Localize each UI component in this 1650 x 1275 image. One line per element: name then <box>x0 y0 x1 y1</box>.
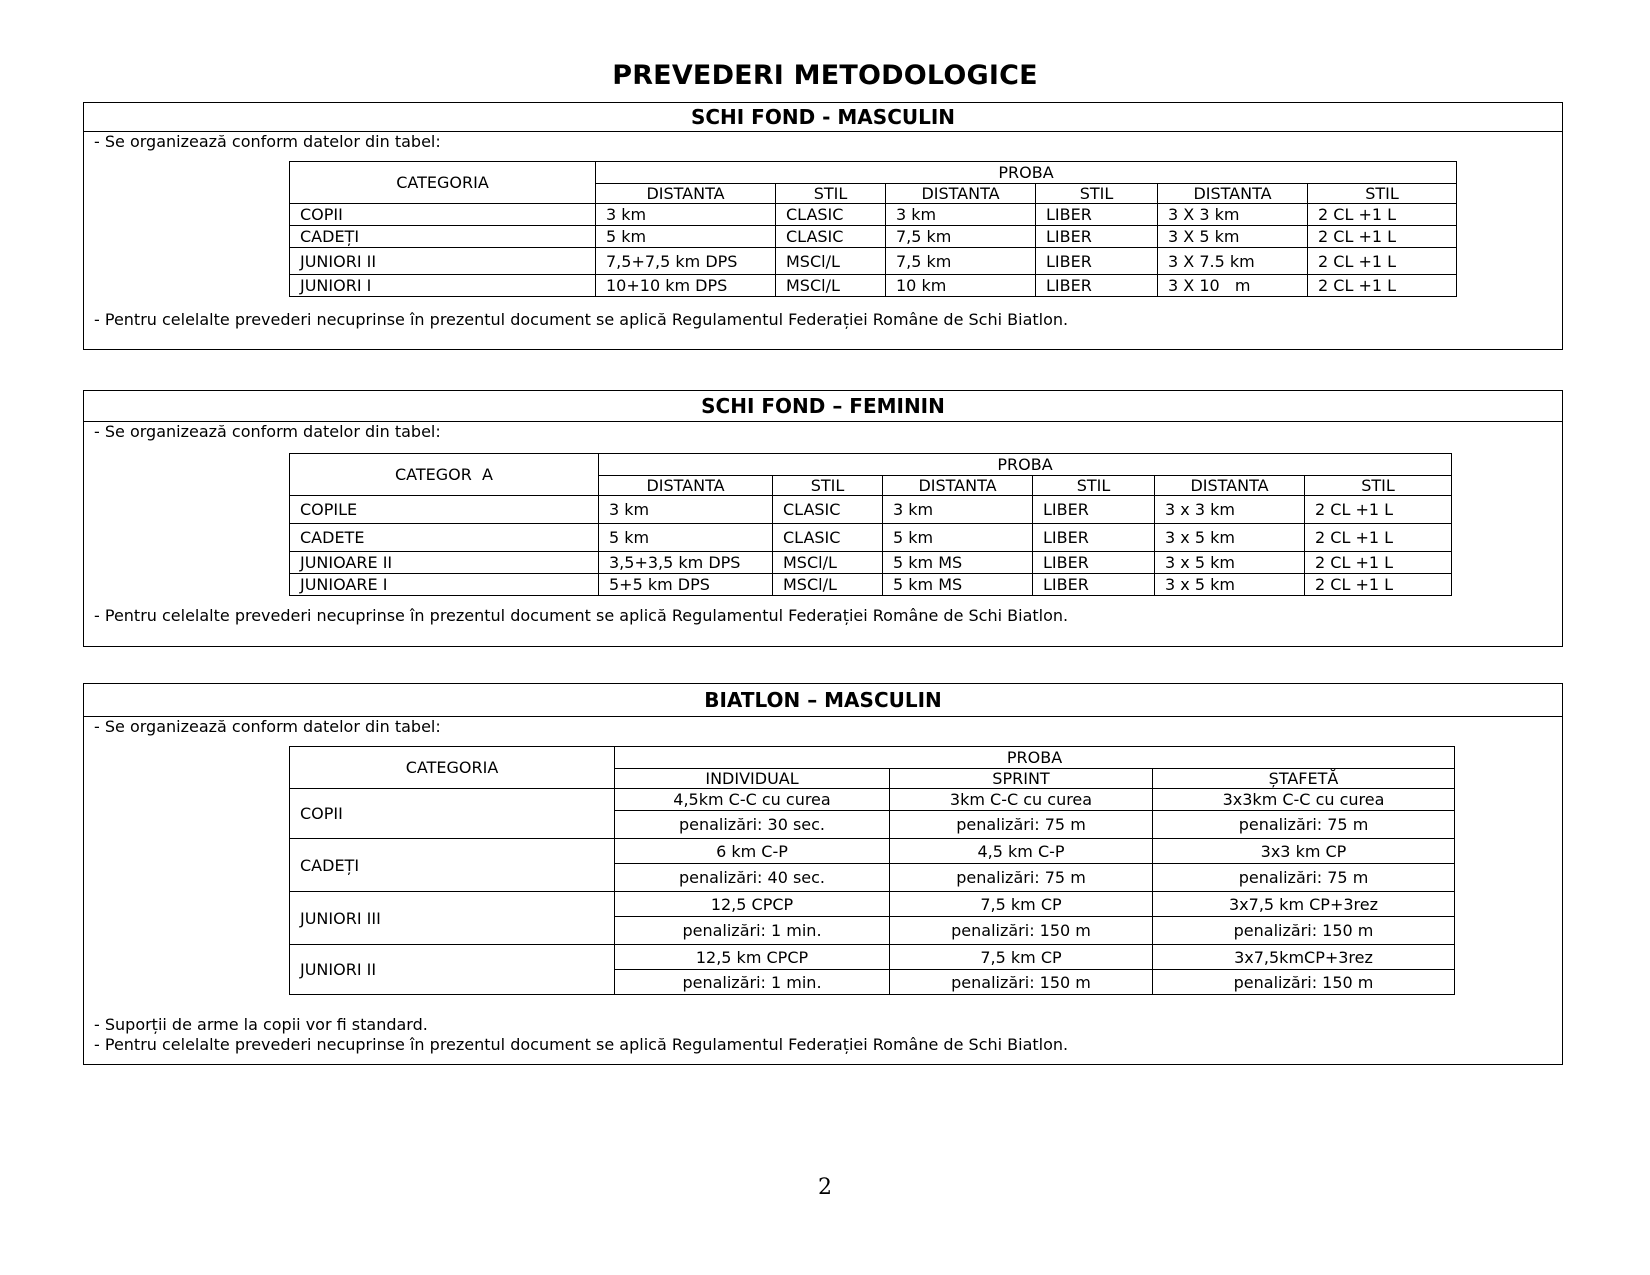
category-cell: COPII <box>290 204 596 226</box>
header-col: DISTANTA <box>1158 184 1308 204</box>
header-col-stafeta: ȘTAFETĂ <box>1153 769 1455 789</box>
table-cell: 10 km <box>886 275 1036 297</box>
header-col: STIL <box>1305 476 1452 496</box>
header-col: DISTANTA <box>886 184 1036 204</box>
table-cell: 3 km <box>886 204 1036 226</box>
table-cell: 7,5+7,5 km DPS <box>596 248 776 275</box>
table-cell: 3 km <box>599 496 773 524</box>
table-row <box>290 226 1457 248</box>
table-cell: 5 km MS <box>883 574 1033 596</box>
table-row <box>290 892 1455 917</box>
page-number: 2 <box>818 1175 832 1200</box>
header-col: STIL <box>1036 184 1158 204</box>
table-cell: MSCl/L <box>773 574 883 596</box>
table-cell: 2 CL +1 L <box>1305 574 1452 596</box>
section-intro: - Se organizează conform datelor din tabel: <box>94 422 441 441</box>
category-cell: JUNIORI III <box>290 892 615 945</box>
table-row <box>290 789 1455 811</box>
table-cell: 7,5 km <box>886 226 1036 248</box>
header-proba: PROBA <box>596 162 1457 184</box>
category-cell: CADEȚI <box>290 839 615 892</box>
table-cell: 5 km <box>596 226 776 248</box>
table-cell: 3x7,5 km CP+3rez <box>1153 892 1455 917</box>
table-cell: 2 CL +1 L <box>1308 248 1457 275</box>
section-title: SCHI FOND – FEMININ <box>84 391 1562 422</box>
category-cell: COPILE <box>290 496 599 524</box>
table-cell: 2 CL +1 L <box>1308 275 1457 297</box>
section-intro: - Se organizează conform datelor din tabel: <box>94 132 441 151</box>
header-col: STIL <box>776 184 886 204</box>
header-col: STIL <box>1308 184 1457 204</box>
section-schi-fond-masculin <box>83 102 1563 350</box>
header-category: CATEGORIA <box>290 747 615 789</box>
table-row <box>290 945 1455 970</box>
header-col: DISTANTA <box>599 476 773 496</box>
section-schi-fond-feminin <box>83 390 1563 647</box>
table-cell: penalizări: 75 m <box>890 811 1153 839</box>
schi-masculin-table <box>289 161 1457 297</box>
table-row <box>290 496 1452 524</box>
table-cell: penalizări: 1 min. <box>615 917 890 945</box>
section-title: BIATLON – MASCULIN <box>84 684 1562 717</box>
header-col: DISTANTA <box>1155 476 1305 496</box>
biatlon-masculin-table <box>289 746 1455 995</box>
table-cell: CLASIC <box>776 204 886 226</box>
section-footer-line: - Pentru celelalte prevederi necuprinse în prezentul document se aplică Regulamentul Federației Române de Schi Biatlon. <box>94 1035 1069 1054</box>
table-cell: CLASIC <box>776 226 886 248</box>
table-cell: LIBER <box>1036 204 1158 226</box>
header-col: DISTANTA <box>883 476 1033 496</box>
header-category: CATEGOR A <box>290 454 599 496</box>
table-row <box>290 552 1452 574</box>
table-cell: penalizări: 75 m <box>1153 811 1455 839</box>
table-cell: 2 CL +1 L <box>1308 226 1457 248</box>
category-cell: JUNIORI II <box>290 945 615 995</box>
header-col: DISTANTA <box>596 184 776 204</box>
table-cell: 2 CL +1 L <box>1305 496 1452 524</box>
table-cell: MSCl/L <box>776 275 886 297</box>
table-cell: penalizări: 150 m <box>1153 917 1455 945</box>
header-proba: PROBA <box>599 454 1452 476</box>
table-cell: CLASIC <box>773 524 883 552</box>
table-cell: 3 km <box>596 204 776 226</box>
table-cell: penalizări: 75 m <box>1153 864 1455 892</box>
section-footer: - Pentru celelalte prevederi necuprinse în prezentul document se aplică Regulamentul Federației Române de Schi Biatlon. <box>94 310 1069 329</box>
section-biatlon-masculin <box>83 683 1563 1065</box>
table-cell: 3 x 3 km <box>1155 496 1305 524</box>
table-cell: 3 x 5 km <box>1155 552 1305 574</box>
table-cell: 3x7,5kmCP+3rez <box>1153 945 1455 970</box>
table-cell: 3x3 km CP <box>1153 839 1455 864</box>
header-proba: PROBA <box>615 747 1455 769</box>
table-cell: LIBER <box>1036 226 1158 248</box>
table-cell: 7,5 km <box>886 248 1036 275</box>
category-cell: JUNIORI II <box>290 248 596 275</box>
table-cell: 3 x 5 km <box>1155 574 1305 596</box>
table-cell: 5 km MS <box>883 552 1033 574</box>
table-cell: 7,5 km CP <box>890 892 1153 917</box>
table-cell: 2 CL +1 L <box>1305 552 1452 574</box>
table-cell: 3,5+3,5 km DPS <box>599 552 773 574</box>
category-cell: JUNIOARE I <box>290 574 599 596</box>
table-cell: LIBER <box>1036 275 1158 297</box>
table-cell: LIBER <box>1033 496 1155 524</box>
table-row <box>290 248 1457 275</box>
header-col: STIL <box>773 476 883 496</box>
table-cell: MSCl/L <box>773 552 883 574</box>
table-cell: 4,5km C-C cu curea <box>615 789 890 811</box>
table-row <box>290 839 1455 864</box>
category-cell: JUNIORI I <box>290 275 596 297</box>
table-cell: 3 X 5 km <box>1158 226 1308 248</box>
header-category: CATEGORIA <box>290 162 596 204</box>
table-cell: 10+10 km DPS <box>596 275 776 297</box>
table-cell: MSCl/L <box>776 248 886 275</box>
table-cell: 3 x 5 km <box>1155 524 1305 552</box>
table-cell: penalizări: 150 m <box>890 917 1153 945</box>
table-cell: 3 X 3 km <box>1158 204 1308 226</box>
table-cell: 3 X 10 m <box>1158 275 1308 297</box>
category-cell: CADEȚI <box>290 226 596 248</box>
table-row <box>290 275 1457 297</box>
section-intro: - Se organizează conform datelor din tabel: <box>94 717 441 736</box>
table-cell: 2 CL +1 L <box>1305 524 1452 552</box>
table-cell: penalizări: 40 sec. <box>615 864 890 892</box>
table-cell: penalizări: 75 m <box>890 864 1153 892</box>
category-cell: CADETE <box>290 524 599 552</box>
table-cell: 6 km C-P <box>615 839 890 864</box>
table-cell: 3 X 7.5 km <box>1158 248 1308 275</box>
schi-feminin-table <box>289 453 1452 596</box>
header-col-sprint: SPRINT <box>890 769 1153 789</box>
table-cell: 5 km <box>883 524 1033 552</box>
table-cell: penalizări: 1 min. <box>615 970 890 995</box>
table-cell: LIBER <box>1036 248 1158 275</box>
table-cell: penalizări: 30 sec. <box>615 811 890 839</box>
table-cell: 4,5 km C-P <box>890 839 1153 864</box>
page-title: PREVEDERI METODOLOGICE <box>612 60 1038 91</box>
table-cell: LIBER <box>1033 552 1155 574</box>
table-row <box>290 524 1452 552</box>
table-cell: LIBER <box>1033 574 1155 596</box>
table-row <box>290 204 1457 226</box>
category-cell: JUNIOARE II <box>290 552 599 574</box>
category-cell: COPII <box>290 789 615 839</box>
section-footer-line: - Suporții de arme la copii vor fi standard. <box>94 1015 428 1034</box>
section-footer: - Pentru celelalte prevederi necuprinse în prezentul document se aplică Regulamentul Federației Române de Schi Biatlon. <box>94 606 1069 625</box>
table-cell: 5+5 km DPS <box>599 574 773 596</box>
table-cell: 12,5 km CPCP <box>615 945 890 970</box>
table-cell: 12,5 CPCP <box>615 892 890 917</box>
header-col: STIL <box>1033 476 1155 496</box>
table-cell: 3x3km C-C cu curea <box>1153 789 1455 811</box>
table-cell: 2 CL +1 L <box>1308 204 1457 226</box>
header-col-individual: INDIVIDUAL <box>615 769 890 789</box>
section-title: SCHI FOND - MASCULIN <box>84 103 1562 132</box>
table-row <box>290 574 1452 596</box>
table-cell: LIBER <box>1033 524 1155 552</box>
table-cell: 3 km <box>883 496 1033 524</box>
table-cell: CLASIC <box>773 496 883 524</box>
table-cell: 5 km <box>599 524 773 552</box>
table-cell: penalizări: 150 m <box>1153 970 1455 995</box>
table-cell: 3km C-C cu curea <box>890 789 1153 811</box>
table-cell: 7,5 km CP <box>890 945 1153 970</box>
table-cell: penalizări: 150 m <box>890 970 1153 995</box>
